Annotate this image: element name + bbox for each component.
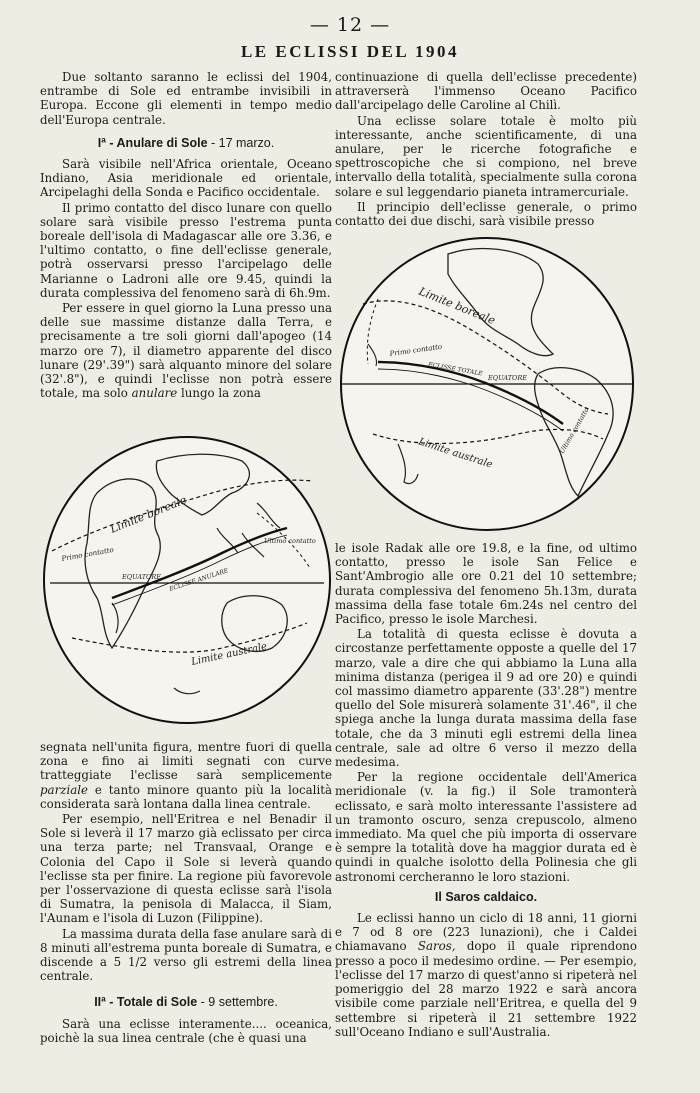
page-title: LE ECLISSI DEL 1904	[240, 42, 460, 61]
right-column-top	[335, 70, 637, 229]
emphasis: anulare	[131, 386, 178, 401]
paragraph: Sarà visibile nell'Africa orientale, Oceano Indiano, Asia meridionale ed orientale, Arcipelaghi della Sonda e Pacifico occidentale.	[40, 157, 332, 200]
page-number: — 12 —	[309, 14, 391, 36]
paragraph: continuazione di quella dell'eclisse precedente) attraverserà l'immenso Oceano Pacifico dall'arcipelago delle Caroline al Chilì.	[335, 70, 637, 113]
map1-last-contact-label: Ultimo contatto	[264, 537, 316, 545]
section-heading-total	[40, 995, 332, 1009]
text: Per essere in quel giorno la Luna presso una delle sue massime distanze dalla Terra, e precisamente a tre soli giorni dall'apogeo (14 marzo ore 7), il diametro apparente del disco lunare (29'.39") sarà alquanto minore del solare (32'.8"), e quindi l'eclisse non potrà essere totale, ma solo	[40, 301, 332, 401]
map1-limit-south-label: Limite australe	[190, 641, 268, 668]
heading-label: IIª - Totale di Sole	[94, 995, 198, 1010]
paragraph: Una eclisse solare totale è molto più interessante, anche scientificamente, di una anulare, per le ricerche fotografiche e spettroscopiche che si compiono, nel breve intervallo della totalità, specialmente sulla corona solare e sul leggendario pianeta intramercuriale.	[335, 113, 637, 199]
left-column-bottom	[40, 740, 332, 1046]
map2-central-line-label: ECLISSE TOTALE	[427, 361, 484, 378]
map2-limit-north-label: Limite boreale	[416, 284, 498, 328]
text: Le eclissi hanno un ciclo di 18 anni, 11 giorni e 7 od 8 ore (223 lunazioni), che i Caldei chiamavano	[335, 911, 637, 954]
right-column-bottom	[335, 541, 637, 1040]
total-eclipse-map	[338, 234, 636, 536]
text: lungo la zona	[177, 386, 261, 401]
map1-limit-north-label: Limite boreale	[108, 493, 189, 536]
text: segnata nell'unita figura, mentre fuori di quella zona e fino ai limiti segnati con curve tratteggiate l'eclisse sarà semplicemente	[40, 740, 332, 783]
heading-label: Il Saros caldaico.	[434, 889, 538, 904]
paragraph: le isole Radak alle ore 19.8, e la fine, od ultimo contatto, presso le isole San Felice e Sant'Ambrogio alle ore 0.21 del 10 settembre; durata complessiva del fenomeno 5h.13m, durata massima della fase totale 6m.24s nel centro del Pacifico, presso le isole Marchesi.	[335, 541, 637, 627]
map2-limit-south-label: Limite australe	[417, 436, 494, 471]
paragraph: La totalità di questa eclisse è dovuta a circostanze perfettamente opposte a quelle del 17 marzo, vale a dire che qui abbiamo la Luna alla minima distanza (perigea il 9 ad ore 20) e quindi col massimo diametro apparente (33'.28") mentre quello del Sole misurerà solamente 31'.46", il che spiega anche la lunga durata massima della fase totale, che da 3 minuti egli estremi della linea centrale, sale ad oltre 6 verso il mezzo della medesima.	[335, 627, 637, 770]
text: dopo il quale riprendono presso a poco il medesimo ordine. — Per esempio, l'eclisse del 17 marzo di quest'anno si ripeterà nel pomeriggio del 28 marzo 1922 e sarà ancora visibile come parziale nell'Eritrea, e quella del 9 settembre si ripeterà il 21 settembre 1922 sull'Oceano Indiano e sull'Australia.	[335, 939, 637, 1039]
emphasis: parziale	[40, 782, 88, 797]
paragraph: La massima durata della fase anulare sarà di 8 minuti all'estrema punta boreale di Sumatra, e discende a 5 1/2 verso gli estremi della linea centrale.	[40, 926, 332, 984]
paragraph: Il primo contatto del disco lunare con quello solare sarà visibile presso l'estrema punta boreale dell'isola di Madagascar alle ore 3.36, e l'ultimo contatto, o fine dell'eclisse generale, potrà osservarsi presso l'arcipelago delle Marianne o Ladroni alle ore 9.45, quindi la durata complessiva del fenomeno sarà di 6h.9m.	[40, 200, 332, 300]
map1-central-line-label: ECLISSE ANULARE	[168, 567, 230, 593]
heading-label: Iª - Anulare di Sole	[97, 135, 208, 150]
paragraph	[40, 301, 332, 400]
map1-first-contact-label: Primo contatto	[60, 545, 115, 563]
heading-date: - 17 marzo.	[207, 135, 275, 150]
section-heading-annular	[40, 136, 332, 150]
map2-last-contact-label: Ultimo contatto	[557, 406, 591, 455]
annular-eclipse-map	[42, 433, 332, 728]
map2-equator-label: EQUATORE	[488, 374, 527, 382]
map1-equator-label: EQUATORE	[122, 573, 161, 581]
section-heading-saros	[335, 890, 637, 904]
intro-paragraph: Due soltanto saranno le eclissi del 1904, entrambe di Sole ed entrambe invisibili in Europa. Eccone gli elementi in tempo medio dell'Europa centrale.	[40, 70, 332, 127]
paragraph	[335, 911, 637, 1039]
emphasis: Saros,	[417, 939, 456, 954]
map2-first-contact-label: Primo contatto	[389, 342, 443, 358]
paragraph: Per la regione occidentale dell'America meridionale (v. la fig.) il Sole tramonterà eclissato, e sarà molto interessante l'assistere ad un tramonto oscuro, senza crepuscolo, almeno immediato. Ma quel che più importa di osservare è sempre la totalità dove ha maggior durata ed è quindi in qualche isolotto della Polinesia che gli astronomi cercheranno le loro stazioni.	[335, 770, 637, 884]
paragraph: Sarà una eclisse interamente.... oceanica, poichè la sua linea centrale (che è quasi una	[40, 1016, 332, 1045]
paragraph: Per esempio, nell'Eritrea e nel Benadir il Sole si leverà il 17 marzo già eclissato per circa una terza parte; nel Transvaal, Orange e Colonia del Capo il Sole si leverà quando l'eclisse sta per finire. La regione più favorevole per l'osservazione di questa eclisse sarà l'isola di Sumatra, la penisola di Malacca, il Siam, l'Aunam e l'isola di Luzon (Filippine).	[40, 812, 332, 926]
paragraph	[40, 740, 332, 811]
left-column-top	[40, 70, 332, 401]
text: e tanto minore quanto più la località considerata sarà lontana dalla linea centrale.	[40, 782, 332, 811]
heading-date: - 9 settembre.	[197, 995, 278, 1010]
paragraph: Il principio dell'eclisse generale, o primo contatto dei due dischi, sarà visibile presso	[335, 199, 637, 229]
